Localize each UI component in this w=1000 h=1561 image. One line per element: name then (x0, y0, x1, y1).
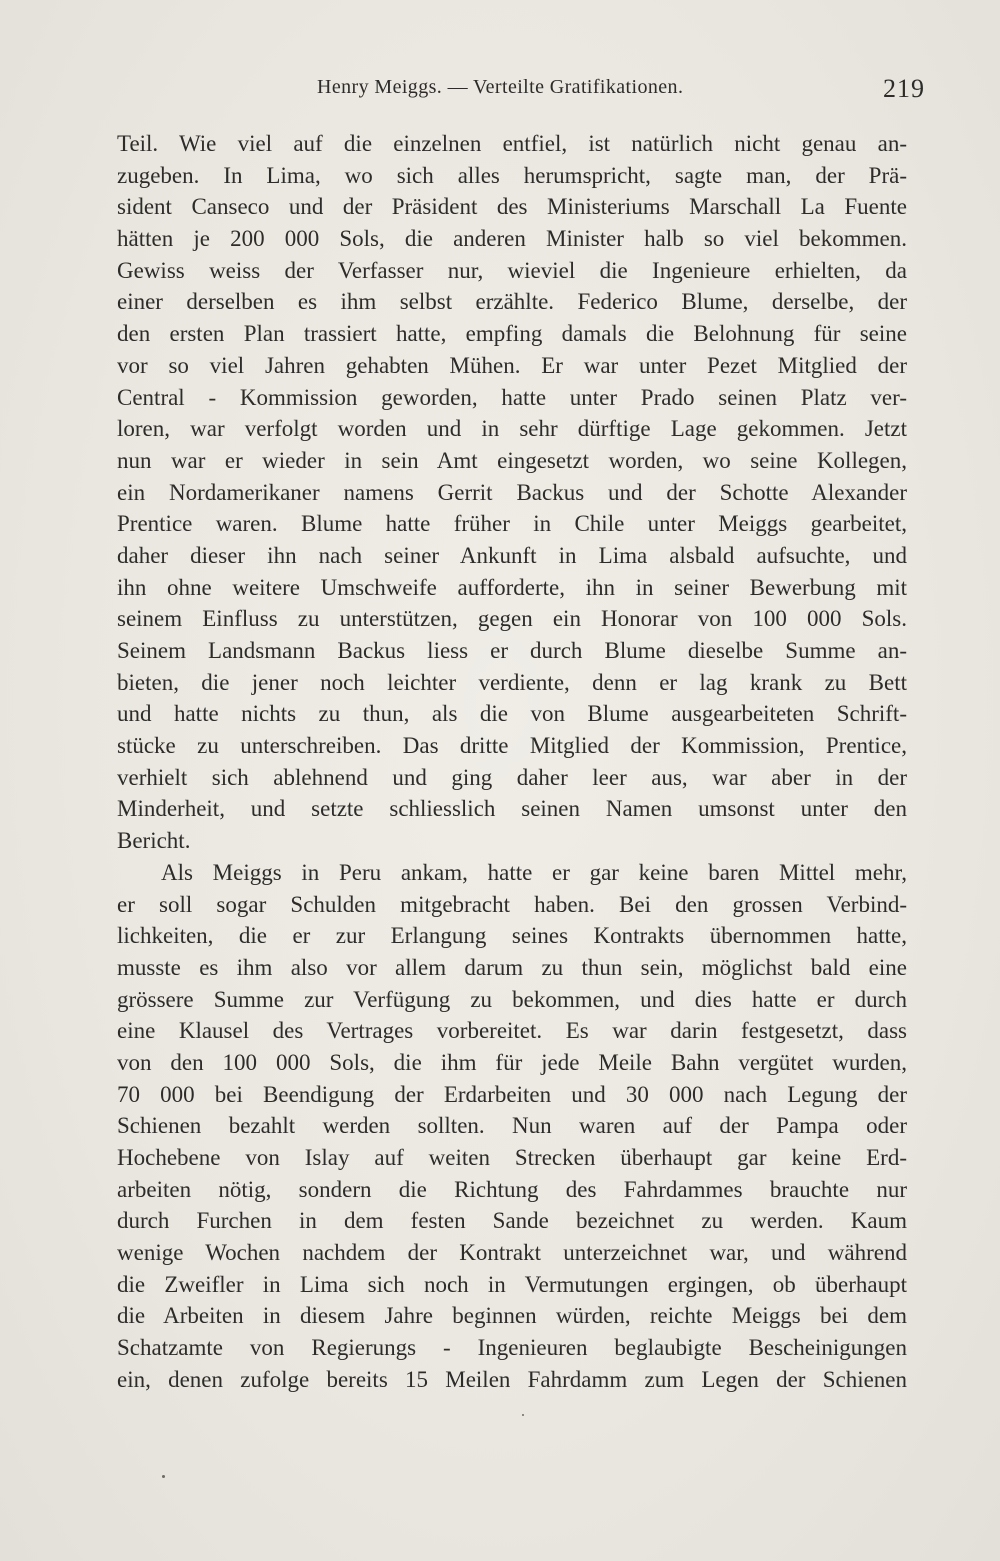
text-line: musste es ihm also vor allem darum zu thun sein, möglichst bald eine (117, 954, 907, 980)
text-line: loren, war verfolgt worden und in sehr dürftige Lage gekommen. Jetzt (117, 416, 907, 442)
body-text (117, 128, 907, 1396)
text-line: Bericht. (117, 828, 191, 854)
running-head (117, 70, 925, 110)
text-line: hätten je 200 000 Sols, die anderen Minister halb so viel bekommen. (117, 226, 907, 252)
text-line: Minderheit, und setzte schliesslich seinen Namen umsonst unter den (117, 796, 907, 822)
text-line: durch Furchen in dem festen Sande bezeichnet zu werden. Kaum (117, 1208, 907, 1234)
text-line: zugeben. In Lima, wo sich alles herumspricht, sagte man, der Prä- (117, 162, 907, 188)
text-line: Als Meiggs in Peru ankam, hatte er gar keine baren Mittel mehr, (161, 859, 907, 885)
text-line: 70 000 bei Beendigung der Erdarbeiten und 30 000 nach Legung der (117, 1081, 907, 1107)
text-line: Hochebene von Islay auf weiten Strecken überhaupt gar keine Erd- (117, 1145, 907, 1170)
text-line: eine Klausel des Vertrages vorbereitet. Es war darin festgesetzt, dass (117, 1018, 907, 1044)
text-line: Schienen bezahlt werden sollten. Nun waren auf der Pampa oder (117, 1113, 907, 1139)
text-line: vor so viel Jahren gehabten Mühen. Er war unter Pezet Mitglied der (117, 352, 907, 378)
text-line: sident Canseco und der Präsident des Ministeriums Marschall La Fuente (117, 194, 907, 220)
text-line: grössere Summe zur Verfügung zu bekommen, und dies hatte er durch (117, 986, 907, 1012)
running-title: Henry Meiggs. — Verteilte Gratifikationen. (317, 76, 684, 98)
text-line: seinem Einfluss zu unterstützen, gegen ein Honorar von 100 000 Sols. (117, 606, 907, 632)
text-line: Prentice waren. Blume hatte früher in Chile unter Meiggs gearbeitet, (117, 511, 907, 537)
text-line: den ersten Plan trassiert hatte, empfing damals die Belohnung für seine (117, 321, 907, 347)
text-line: Schatzamte von Regierungs - Ingenieuren beglaubigte Bescheinigungen (117, 1335, 907, 1361)
text-line: lichkeiten, die er zur Erlangung seines Kontrakts übernommen hatte, (117, 923, 907, 949)
text-line: die Arbeiten in diesem Jahre beginnen würden, reichte Meiggs bei dem (117, 1303, 907, 1329)
text-line: die Zweifler in Lima sich noch in Vermutungen ergingen, ob überhaupt (117, 1271, 907, 1297)
text-line: Seinem Landsmann Backus liess er durch Blume dieselbe Summe an- (117, 638, 907, 663)
paragraph-2 (117, 857, 907, 1396)
text-line: daher dieser ihn nach seiner Ankunft in Lima alsbald aufsuchte, und (117, 542, 907, 568)
text-line: wenige Wochen nachdem der Kontrakt unterzeichnet war, und während (117, 1240, 907, 1266)
text-line: verhielt sich ablehnend und ging daher leer aus, war aber in der (117, 764, 907, 790)
paper-speck (162, 1475, 165, 1478)
text-line: Teil. Wie viel auf die einzelnen entfiel, ist natürlich nicht genau an- (117, 131, 907, 156)
page-number: 219 (883, 74, 925, 103)
text-line: von den 100 000 Sols, die ihm für jede Meile Bahn vergütet wurden, (117, 1049, 907, 1075)
text-line: Gewiss weiss der Verfasser nur, wieviel die Ingenieure erhielten, da (117, 257, 907, 283)
text-line: und hatte nichts zu thun, als die von Blume ausgearbeiteten Schrift- (117, 701, 907, 727)
text-line: ihn ohne weitere Umschweife aufforderte, ihn in seiner Bewerbung mit (117, 574, 907, 600)
text-line: Central - Kommission geworden, hatte unter Prado seinen Platz ver- (117, 384, 907, 410)
paper-speck (522, 1414, 524, 1416)
text-line: einer derselben es ihm selbst erzählte. Federico Blume, derselbe, der (117, 289, 907, 315)
text-line: arbeiten nötig, sondern die Richtung des Fahrdammes brauchte nur (117, 1176, 907, 1202)
text-line: stücke zu unterschreiben. Das dritte Mitglied der Kommission, Prentice, (117, 733, 907, 759)
text-line: nun war er wieder in sein Amt eingesetzt worden, wo seine Kollegen, (117, 447, 907, 473)
text-line: bieten, die jener noch leichter verdiente, denn er lag krank zu Bett (117, 669, 907, 695)
text-line: er soll sogar Schulden mitgebracht haben. Bei den grossen Verbind- (117, 891, 907, 917)
paragraph-1 (117, 128, 907, 857)
text-line: ein, denen zufolge bereits 15 Meilen Fahrdamm zum Legen der Schienen (117, 1366, 907, 1392)
text-line: ein Nordamerikaner namens Gerrit Backus und der Schotte Alexander (117, 479, 907, 505)
